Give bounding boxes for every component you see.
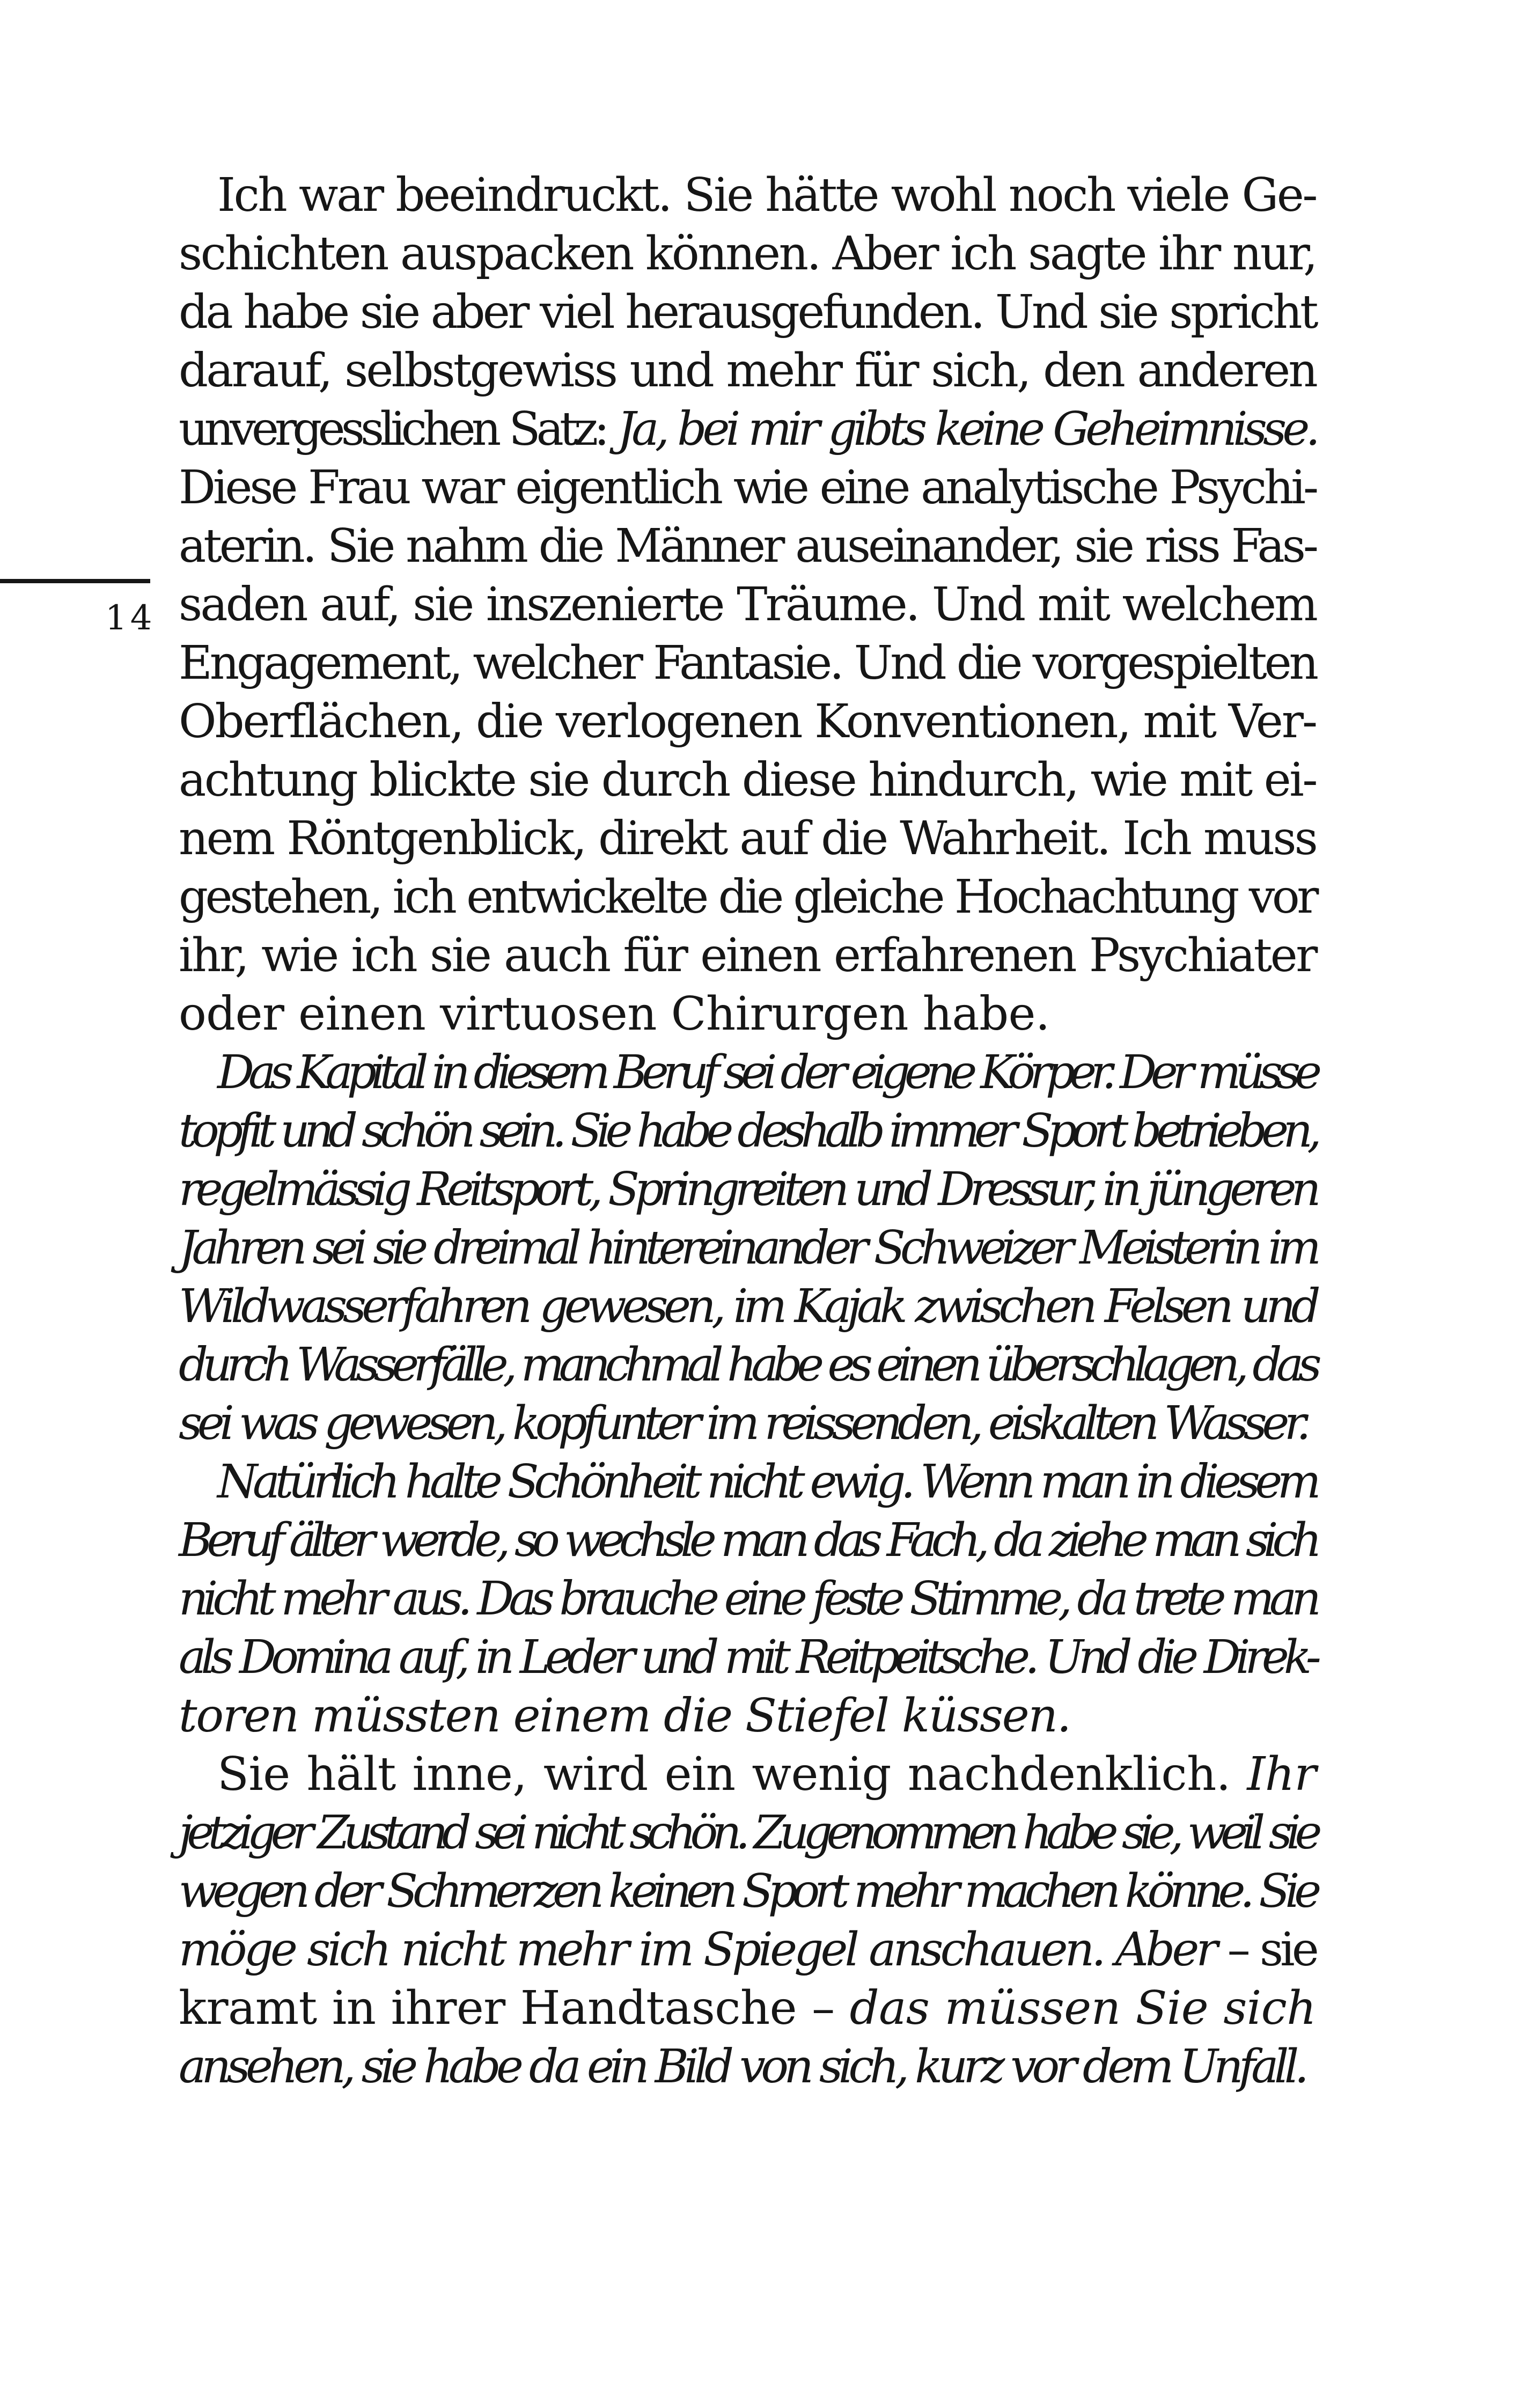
roman-text: Das Kapital in diesem Beruf sei der eigene Körper. Der müsse [217, 1046, 1316, 1099]
italic-text: Ja, bei mir gibts keine Geheimnisse. [617, 402, 1316, 456]
text-line [179, 693, 1316, 751]
text-line [179, 1745, 1316, 1804]
text-line [179, 1862, 1316, 1921]
italic-text: das müssen Sie sich [849, 1981, 1317, 2035]
text-line [179, 2038, 1316, 2096]
text-line [179, 1687, 1316, 1745]
text-line [179, 1278, 1316, 1336]
page-number: 14 [105, 598, 156, 638]
text-line [179, 634, 1316, 693]
roman-text: – sie [1215, 1923, 1316, 1977]
body-text [179, 166, 1316, 2096]
text-line [179, 1511, 1316, 1570]
text-line [179, 1336, 1316, 1394]
italic-text: wegen der Schmerzen keinen Sport mehr machen könne. Sie [179, 1864, 1316, 1918]
roman-text: Beruf älter werde, so wechsle man das Fach, da ziehe man sich [179, 1514, 1316, 1567]
italic-text: Ihr [1247, 1748, 1316, 1801]
text-line [179, 985, 1316, 1044]
roman-text: regelmässig Reitsport, Springreiten und Dressur, in jüngeren [179, 1163, 1316, 1216]
paragraph [179, 1745, 1316, 2096]
roman-text: Diese Frau war eigentlich wie eine analytische Psychi- [179, 461, 1316, 515]
roman-text: Ich war beeindruckt. Sie hätte wohl noch viele Ge- [217, 168, 1316, 222]
roman-text: schichten auspacken können. Aber ich sagte ihr nur, [179, 227, 1316, 281]
roman-text: toren müssten einem die Stiefel küssen. [179, 1689, 1070, 1743]
roman-text: Sie hält inne, wird ein wenig nachdenklich. [217, 1748, 1247, 1801]
italic-text: jetziger Zustand sei nicht schön. Zugenommen habe sie, weil sie [179, 1806, 1316, 1860]
text-line [179, 1044, 1316, 1102]
text-line [179, 166, 1316, 225]
text-line [179, 517, 1316, 576]
text-line [179, 1979, 1316, 2038]
roman-text: ihr, wie ich sie auch für einen erfahrenen Psychiater [179, 929, 1316, 982]
text-line [179, 1161, 1316, 1219]
roman-text: nicht mehr aus. Das brauche eine feste Stimme, da trete man [179, 1572, 1316, 1626]
text-line [179, 1453, 1316, 1511]
italic-text: möge sich nicht mehr im Spiegel anschauen. Aber [179, 1923, 1215, 1977]
text-line [179, 1102, 1316, 1161]
text-line [179, 868, 1316, 927]
roman-text: darauf, selbstgewiss und mehr für sich, den anderen [179, 344, 1316, 398]
roman-text: da habe sie aber viel herausgefunden. Und sie spricht [179, 285, 1316, 339]
roman-text: achtung blickte sie durch diese hindurch, wie mit ei- [179, 753, 1316, 807]
text-line [179, 1394, 1316, 1453]
text-line [179, 810, 1316, 868]
text-line [179, 283, 1316, 342]
paragraph [179, 166, 1316, 1044]
text-line [179, 1628, 1316, 1687]
text-line [179, 1219, 1316, 1278]
text-line [179, 400, 1316, 459]
roman-text: Jahren sei sie dreimal hintereinander Schweizer Meisterin im [179, 1221, 1316, 1275]
roman-text: gestehen, ich entwickelte die gleiche Hochachtung vor [179, 870, 1316, 924]
text-line [179, 751, 1316, 810]
page-number-rule [0, 579, 150, 583]
text-line [179, 459, 1316, 517]
text-line [179, 927, 1316, 985]
paragraph [179, 1453, 1316, 1745]
text-line [179, 342, 1316, 400]
roman-text: Natürlich halte Schönheit nicht ewig. Wenn man in diesem [217, 1455, 1316, 1509]
roman-text: aterin. Sie nahm die Männer auseinander, sie riss Fas- [179, 519, 1316, 573]
roman-text: saden auf, sie inszenierte Träume. Und mit welchem [179, 578, 1316, 632]
text-line [179, 225, 1316, 283]
roman-text: durch Wasserfälle, manchmal habe es einen überschlagen, das [179, 1338, 1316, 1392]
roman-text: topfit und schön sein. Sie habe deshalb immer Sport betrieben, [179, 1104, 1316, 1158]
roman-text: Wildwasserfahren gewesen, im Kajak zwischen Felsen und [179, 1280, 1316, 1333]
roman-text: nem Röntgenblick, direkt auf die Wahrheit. Ich muss [179, 812, 1316, 865]
roman-text: als Domina auf, in Leder und mit Reitpeitsche. Und die Direk- [179, 1631, 1316, 1684]
text-line [179, 1921, 1316, 1979]
italic-text: ansehen, sie habe da ein Bild von sich, kurz vor dem Unfall. [179, 2040, 1305, 2094]
roman-text: oder einen virtuosen Chirurgen habe. [179, 987, 1050, 1041]
text-line [179, 576, 1316, 634]
roman-text: Engagement, welcher Fantasie. Und die vorgespielten [179, 636, 1316, 690]
roman-text: unvergesslichen Satz: [179, 402, 618, 456]
roman-text: sei was gewesen, kopfunter im reissenden, eiskalten Wasser. [179, 1397, 1306, 1450]
paragraph [179, 1044, 1316, 1453]
text-line [179, 1570, 1316, 1628]
text-line [179, 1804, 1316, 1862]
roman-text: Oberflächen, die verlogenen Konventionen, mit Ver- [179, 695, 1316, 748]
roman-text: kramt in ihrer Handtasche – [179, 1981, 850, 2035]
